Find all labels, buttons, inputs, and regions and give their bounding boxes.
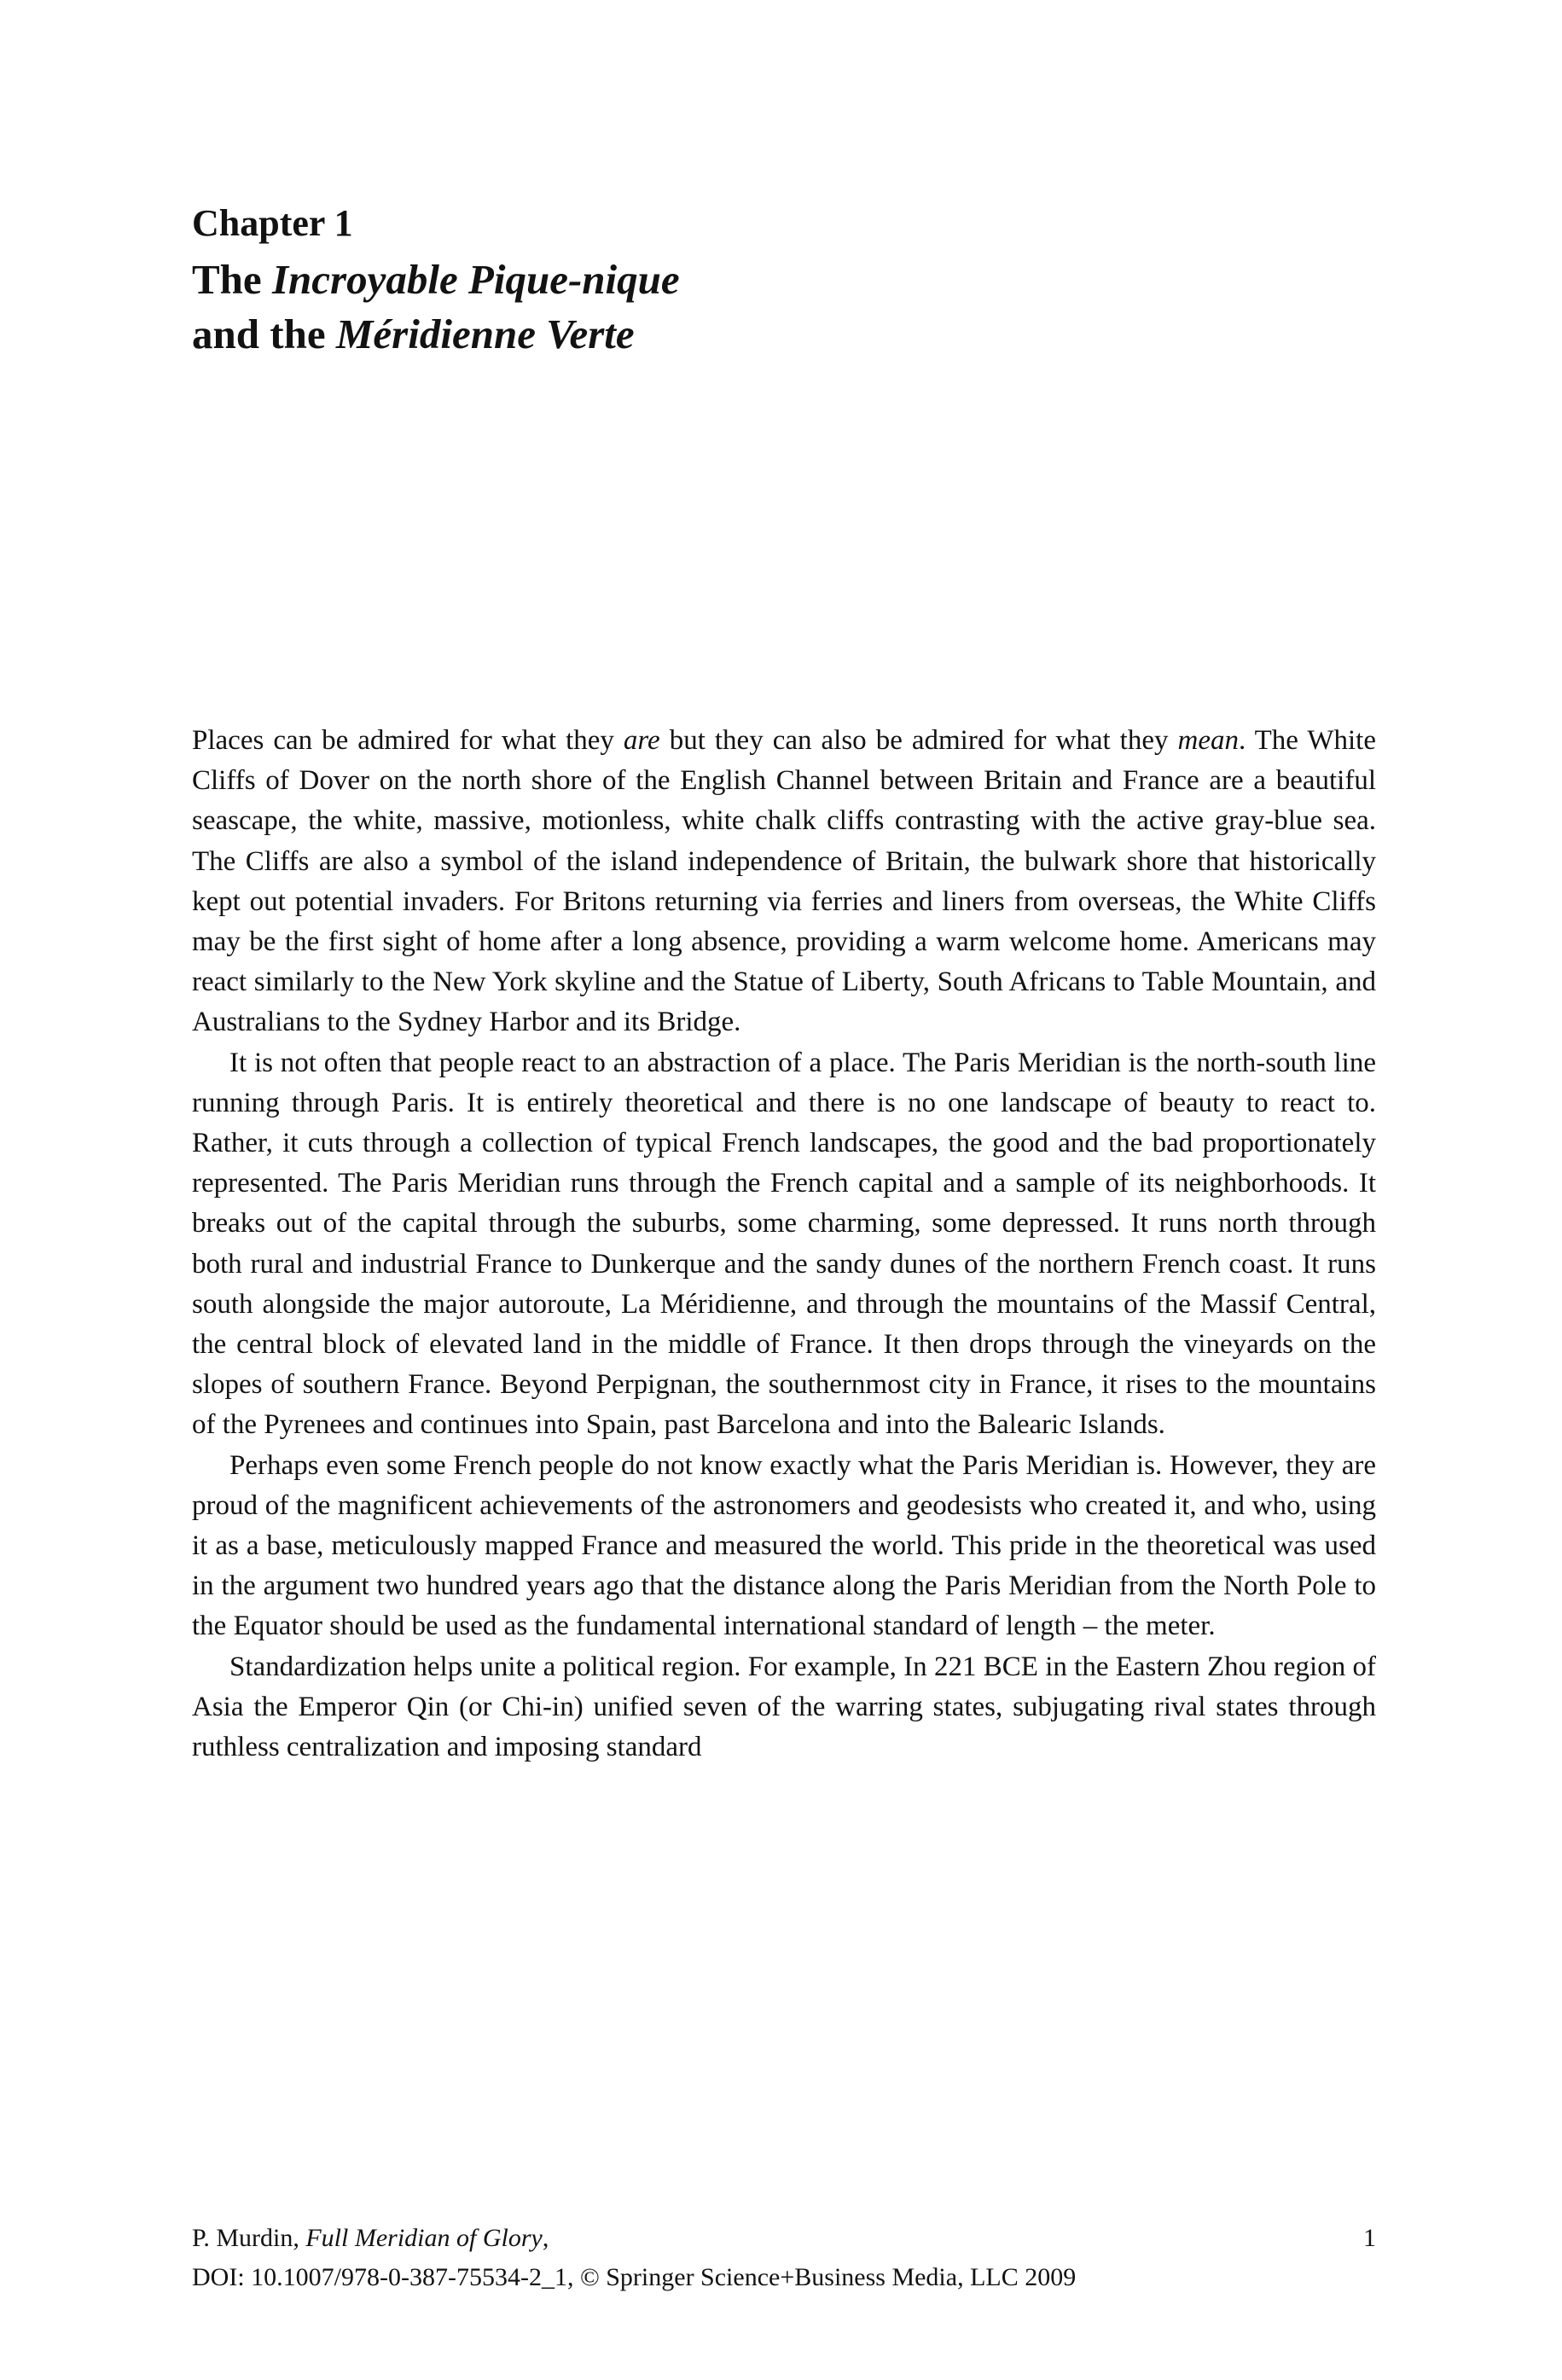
text-run: The xyxy=(192,256,272,304)
text-run: and the xyxy=(192,311,336,358)
page-footer xyxy=(192,2219,1376,2297)
text-run: P. Murdin, xyxy=(192,2224,306,2252)
footer-citation xyxy=(192,2219,549,2258)
body-paragraph xyxy=(192,1043,1376,1446)
italic-text-run: Full Meridian of Glory xyxy=(305,2224,543,2252)
text-run: . The White Cliffs of Dover on the north shore of the English Channel between Britain and France are a beautiful seascape, the white, massive, motionless, white chalk cliffs contrasting with the active gray-blue sea. The Cliffs are also a symbol of the island independence of Britain, the bulwark shore that historically kept out potential invaders. For Britons returning via ferries and liners from overseas, the White Cliffs may be the first sight of home after a long absence, providing a warm welcome home. Americans may react similarly to the New York skyline and the Statue of Liberty, South Africans to Table Mountain, and Australians to the Sydney Harbor and its Bridge. xyxy=(192,725,1376,1038)
body-paragraph xyxy=(192,1446,1376,1647)
italic-text-run: are xyxy=(623,725,660,756)
text-run: Standardization helps unite a political region. For example, In 221 BCE in the Eastern Zhou region of Asia the Emperor Qin (or Chi-in) unified seven of the warring states, subjugating rival states through ruthless centralization and imposing standard xyxy=(192,1651,1376,1763)
chapter-header xyxy=(192,203,1378,362)
footer-line-1 xyxy=(192,2219,1376,2258)
italic-text-run: Méridienne Verte xyxy=(335,311,635,358)
italic-text-run: mean xyxy=(1177,725,1239,756)
footer-doi: DOI: 10.1007/978-0-387-75534-2_1, © Springer Science+Business Media, LLC 2009 xyxy=(192,2263,1077,2291)
chapter-number: Chapter 1 xyxy=(192,202,353,244)
footer-line-2 xyxy=(192,2258,1376,2297)
chapter-title xyxy=(192,253,1378,361)
text-run: Perhaps even some French people do not know exactly what the Paris Meridian is. However, they are proud of the magnificent achievements of the astronomers and geodesists who created it, and who, using it as a base, meticulously mapped France and measured the world. This pride in the theoretical was used in the argument two hundred years ago that the distance along the Paris Meridian from the North Pole to the Equator should be used as the fundamental international standard of length – the meter. xyxy=(192,1449,1376,1642)
page-number: 1 xyxy=(1363,2224,1376,2252)
chapter-title-line-1 xyxy=(192,253,1378,307)
body-paragraph xyxy=(192,721,1376,1043)
text-run: Places can be admired for what they xyxy=(192,725,624,756)
italic-text-run: Incroyable Pique-nique xyxy=(271,256,680,304)
chapter-title-line-2 xyxy=(192,307,1378,362)
text-run: but they can also be admired for what they xyxy=(659,725,1178,756)
body-paragraph xyxy=(192,1647,1376,1768)
text-run: , xyxy=(542,2224,549,2252)
chapter-body xyxy=(192,721,1376,1768)
text-run: It is not often that people react to an abstraction of a place. The Paris Meridian is the north-south line running through Paris. It is entirely theoretical and there is no one landscape of beauty to react to. Rather, it cuts through a collection of typical French landscapes, the good and the bad proportionately represented. The Paris Meridian runs through the French capital and a sample of its neighborhoods. It breaks out of the capital through the suburbs, some charming, some depressed. It runs north through both rural and industrial France to Dunkerque and the sandy dunes of the northern French coast. It runs south alongside the major autoroute, La Méridienne, and through the mountains of the Massif Central, the central block of elevated land in the middle of France. It then drops through the vineyards on the slopes of southern France. Beyond Perpignan, the southernmost city in France, it rises to the mountains of the Pyrenees and continues into Spain, past Barcelona and into the Balearic Islands. xyxy=(192,1047,1376,1441)
